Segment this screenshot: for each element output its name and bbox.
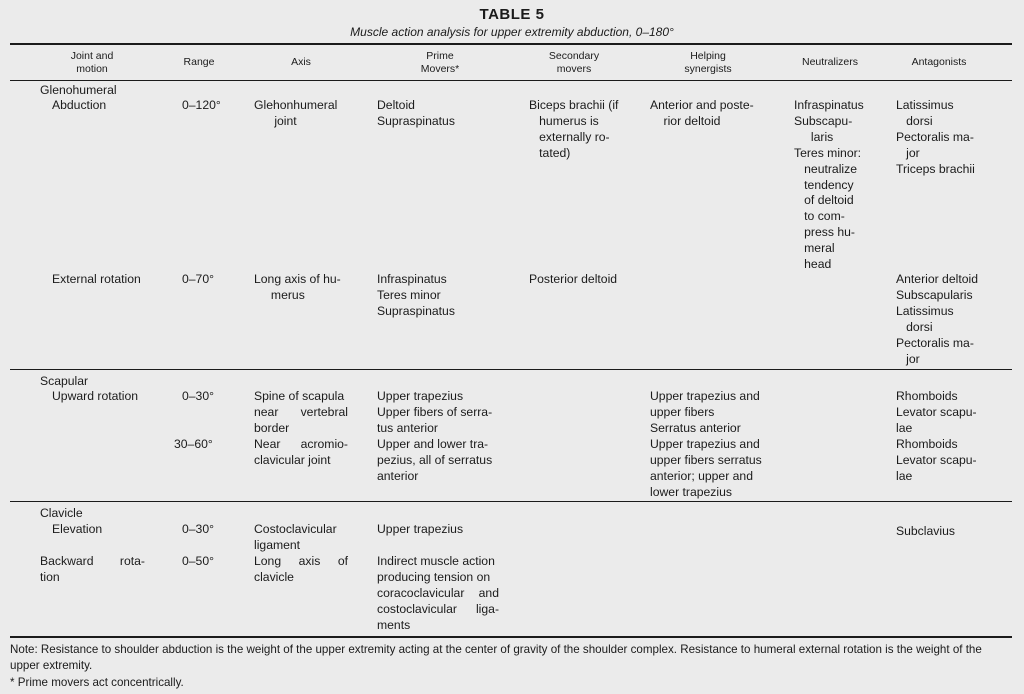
section-rule-scapular	[10, 369, 1012, 370]
secondary-abduction: Biceps brachii (if humerus is externally ro- tated)	[529, 98, 619, 160]
helping-abduction: Anterior and poste- rior deltoid	[650, 98, 754, 128]
axis-upward-rotation-1c: border	[254, 421, 290, 435]
secondary-external-rotation: Posterior deltoid	[529, 272, 618, 286]
header-axis: Axis	[291, 56, 311, 68]
axis-backward-rotation-b: clavicle	[254, 570, 294, 584]
range-upward-rotation-2: 30–60°	[174, 437, 213, 451]
prime-backward-rotation-b: producing tension on	[377, 570, 491, 584]
table-title: TABLE 5	[479, 6, 545, 23]
table-footnote: * Prime movers act concentrically.	[10, 676, 184, 689]
motion-external-rotation: External rotation	[52, 272, 141, 286]
motion-backward-rotation-a: Backward rota-	[40, 554, 145, 568]
prime-elevation: Upper trapezius	[377, 522, 464, 536]
prime-abduction: Deltoid Supraspinatus	[377, 98, 455, 128]
axis-external-rotation: Long axis of hu- merus	[254, 272, 341, 302]
axis-upward-rotation-1b: near vertebral	[254, 405, 348, 419]
antagonists-abduction: Latissimus dorsi Pectoralis ma- jor Triceps brachii	[896, 98, 975, 176]
header-secondary-movers: Secondary movers	[548, 50, 600, 75]
header-rule	[10, 80, 1012, 81]
prime-backward-rotation-e: ments	[377, 618, 411, 632]
axis-elevation: Costoclavicular ligament	[254, 522, 337, 552]
motion-abduction: Abduction	[52, 98, 107, 112]
antagonists-upward-rotation-2: Rhomboids Levator scapu- lae	[896, 437, 977, 483]
antagonists-upward-rotation-1: Rhomboids Levator scapu- lae	[896, 389, 977, 435]
prime-upward-rotation-2: Upper and lower tra- pezius, all of serratus anterior	[377, 437, 493, 483]
header-prime-movers: Prime Movers*	[420, 50, 460, 75]
prime-upward-rotation-1: Upper trapezius Upper fibers of serra- tus anterior	[377, 389, 493, 435]
header-antagonists: Antagonists	[911, 56, 967, 68]
range-abduction: 0–120°	[182, 98, 221, 112]
neutralizers-abduction: Infraspinatus Subscapu- laris Teres minor: neutralize tendency of deltoid to com- press hu- meral head	[794, 98, 864, 272]
range-external-rotation: 0–70°	[182, 272, 214, 286]
axis-abduction: Glehonhumeral joint	[254, 98, 338, 128]
helping-upward-rotation-2: Upper trapezius and upper fibers serratus anterior; upper and lower trapezius	[650, 437, 762, 499]
header-range: Range	[183, 56, 215, 68]
prime-backward-rotation-d: costoclavicular liga-	[377, 602, 499, 616]
header-neutralizers: Neutralizers	[801, 56, 859, 68]
range-upward-rotation-1: 0–30°	[182, 389, 214, 403]
axis-backward-rotation-a: Long axis of	[254, 554, 348, 568]
motion-elevation: Elevation	[52, 522, 103, 536]
header-helping-synergists: Helping synergists	[684, 50, 732, 75]
top-rule	[10, 43, 1012, 45]
antagonists-external-rotation: Anterior deltoid Subscapularis Latissimus dorsi Pectoralis ma- jor	[896, 272, 978, 366]
group-clavicle: Clavicle	[40, 506, 83, 520]
antagonists-elevation: Subclavius	[896, 524, 955, 538]
bottom-rule	[10, 636, 1012, 638]
header-joint-motion: Joint and motion	[70, 50, 114, 75]
axis-upward-rotation-2b: clavicular joint	[254, 453, 331, 467]
motion-upward-rotation: Upward rotation	[52, 389, 139, 403]
table-note: Note: Resistance to shoulder abduction is the weight of the upper extremity acting at the center of gravity of the shoulder complex. Resistance to humeral external rotation is the weight of the upper extremity.	[10, 643, 982, 672]
axis-upward-rotation-1a: Spine of scapula	[254, 389, 345, 403]
table-subtitle: Muscle action analysis for upper extremity abduction, 0–180°	[350, 25, 674, 39]
motion-backward-rotation-b: tion	[40, 570, 60, 584]
helping-upward-rotation-1: Upper trapezius and upper fibers Serratus anterior	[650, 389, 760, 435]
range-backward-rotation: 0–50°	[182, 554, 214, 568]
group-scapular: Scapular	[40, 374, 89, 388]
section-rule-clavicle	[10, 501, 1012, 502]
prime-external-rotation: Infraspinatus Teres minor Supraspinatus	[377, 272, 455, 318]
prime-backward-rotation-c: coracoclavicular and	[377, 586, 499, 600]
range-elevation: 0–30°	[182, 522, 214, 536]
axis-upward-rotation-2a: Near acromio-	[254, 437, 348, 451]
prime-backward-rotation-a: Indirect muscle action	[377, 554, 495, 568]
group-glenohumeral: Glenohumeral	[40, 83, 117, 97]
